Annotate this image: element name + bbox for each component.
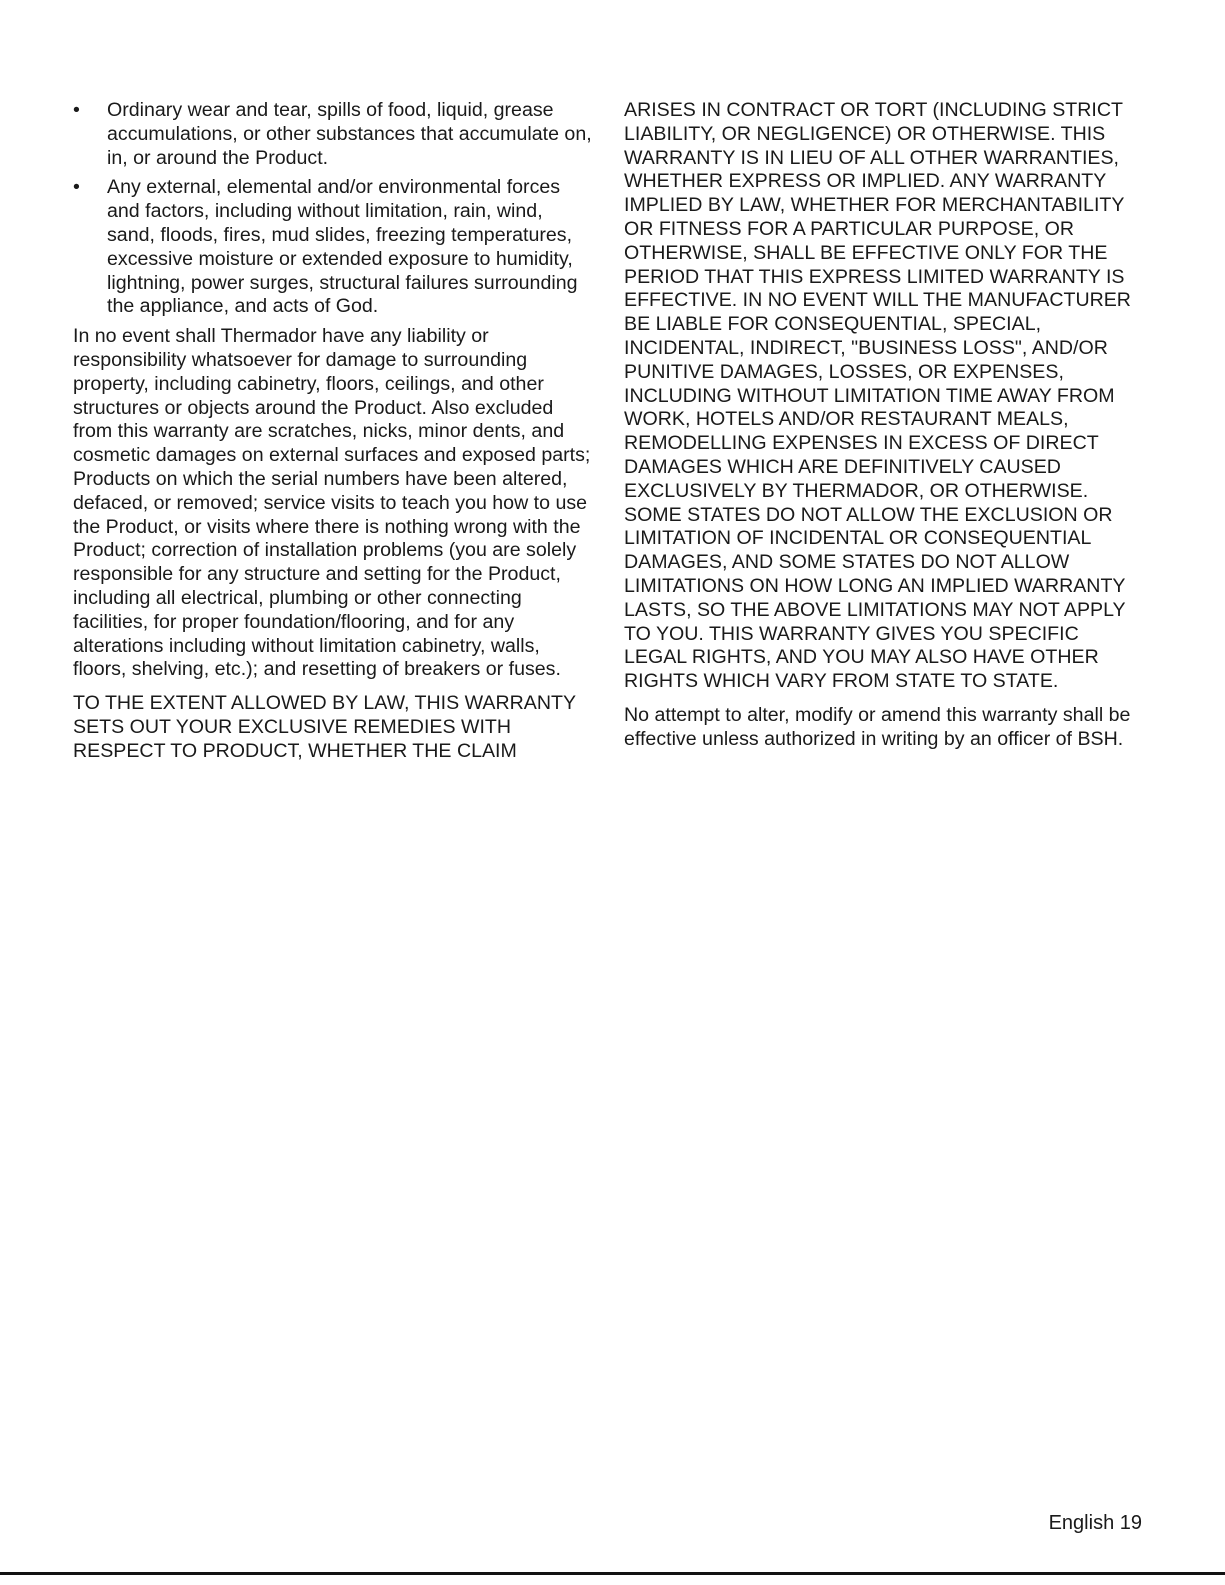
page-number: English 19 [1048,1512,1142,1534]
list-item [73,176,593,319]
page-bottom-edge [0,1572,1225,1575]
liability-paragraph: In no event shall Thermador have any liability or responsibility whatsoever for damage to surrounding property, including cabinetry, floors, ceilings, and other structures or objects around the Product. Also excluded from this warranty are scratches, nicks, minor dents, and cosmetic damages on external surfaces and exposed parts; Products on which the serial numbers have been altered, defaced, or removed; service visits to teach you how to use the Product, or visits where there is nothing wrong with the Product; correction of installation problems (you are solely responsible for any structure and setting for the Product, including all electrical, plumbing or other connecting facilities, for proper foundation/flooring, and for any alterations including without limitation cabinetry, walls, floors, shelving, etc.); and resetting of breakers or fuses. [73,325,591,681]
amendment-paragraph: No attempt to alter, modify or amend this warranty shall be effective unless authorized in writing by an officer of BSH. [624,703,1131,750]
right-column [624,99,1144,762]
bullet-text: Any external, elemental and/or environmental forces and factors, including without limitation, rain, wind, sand, floods, fires, mud slides, freezing temperatures, excessive moisture or extended exposure to humidity, lightning, power surges, structural failures surrounding the appliance, and acts of God. [107,176,578,318]
warranty-disclaimer-paragraph: ARISES IN CONTRACT OR TORT (INCLUDING STRICT LIABILITY, OR NEGLIGENCE) OR OTHERWISE. THIS WARRANTY IS IN LIEU OF ALL OTHER WARRANTIES, WHETHER EXPRESS OR IMPLIED. ANY WARRANTY IMPLIED BY LAW, WHETHER FOR MERCHANTABILITY OR FITNESS FOR A PARTICULAR PURPOSE, OR OTHERWISE, SHALL BE EFFECTIVE ONLY FOR THE PERIOD THAT THIS EXPRESS LIMITED WARRANTY IS EFFECTIVE. IN NO EVENT WILL THE MANUFACTURER BE LIABLE FOR CONSEQUENTIAL, SPECIAL, INCIDENTAL, INDIRECT, "BUSINESS LOSS", AND/OR PUNITIVE DAMAGES, LOSSES, OR EXPENSES, INCLUDING WITHOUT LIMITATION TIME AWAY FROM WORK, HOTELS AND/OR RESTAURANT MEALS, REMODELLING EXPENSES IN EXCESS OF DIRECT DAMAGES WHICH ARE DEFINITIVELY CAUSED EXCLUSIVELY BY THERMADOR, OR OTHERWISE. SOME STATES DO NOT ALLOW THE EXCLUSION OR LIMITATION OF INCIDENTAL OR CONSEQUENTIAL DAMAGES, AND SOME STATES DO NOT ALLOW LIMITATIONS ON HOW LONG AN IMPLIED WARRANTY LASTS, SO THE ABOVE LIMITATIONS MAY NOT APPLY TO YOU. THIS WARRANTY GIVES YOU SPECIFIC LEGAL RIGHTS, AND YOU MAY ALSO HAVE OTHER RIGHTS WHICH VARY FROM STATE TO STATE. [624,99,1131,693]
list-item [73,99,593,170]
exclusive-remedies-paragraph: TO THE EXTENT ALLOWED BY LAW, THIS WARRANTY SETS OUT YOUR EXCLUSIVE REMEDIES WITH RESPECT TO PRODUCT, WHETHER THE CLAIM [73,692,576,762]
left-column [73,99,593,774]
bullet-text: Ordinary wear and tear, spills of food, liquid, grease accumulations, or other substances that accumulate on, in, or around the Product. [107,99,592,169]
bullet-icon: • [73,176,80,199]
exclusion-bullet-list [73,99,593,319]
bullet-icon: • [73,99,80,121]
